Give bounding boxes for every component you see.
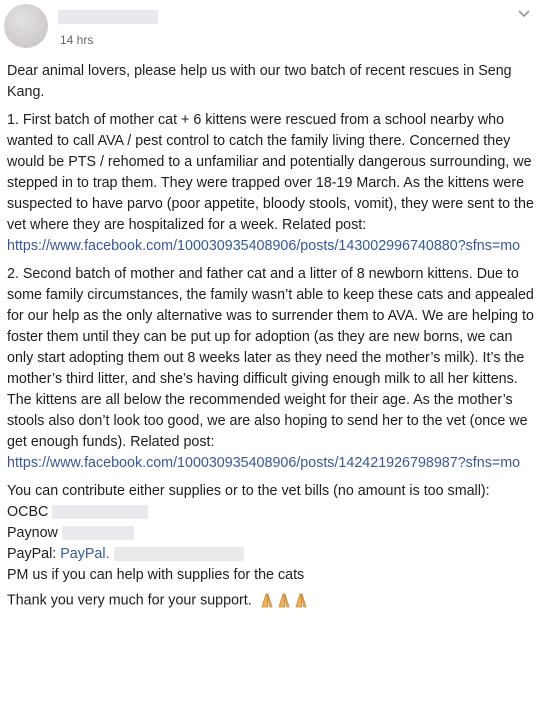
thanks-text: Thank you very much for your support.	[7, 592, 252, 609]
avatar[interactable]	[4, 4, 48, 48]
second-batch-paragraph	[7, 264, 535, 474]
first-batch-text: 1. First batch of mother cat + 6 kittens were rescued from a school nearby who wanted to call AVA / pest control to catch the family living there. Concerned they would be PTS / rehomed to a unfamiliar and potentially dangerous surrounding, we stepped in to trap them. They were trapped over 18-19 March. As the kittens were suspected to have parvo (poor appetite, bloody stools, vomit), they were sent to the vet where they are hospitalized for a week. Related post:	[7, 112, 534, 233]
post-body	[7, 61, 535, 618]
chevron-down-icon[interactable]	[516, 6, 532, 22]
author-name-redacted[interactable]	[58, 10, 158, 24]
pm-text: PM us if you can help with supplies for the cats	[7, 567, 305, 583]
donation-paragraph	[7, 481, 535, 586]
paypal-handle-redacted	[114, 547, 244, 561]
paypal-line	[7, 544, 535, 565]
ocbc-line	[7, 502, 535, 523]
contribute-text: You can contribute either supplies or to the vet bills (no amount is too small):	[7, 483, 490, 499]
folded-hands-icon	[258, 590, 310, 611]
paynow-number-redacted	[62, 526, 134, 540]
first-batch-paragraph	[7, 110, 535, 257]
ocbc-account-redacted	[52, 505, 148, 519]
first-batch-link[interactable]: https://www.facebook.com/100030935408906/posts/143002996740880?sfns=mo	[7, 238, 521, 254]
paypal-label: PayPal:	[7, 546, 57, 562]
thanks-paragraph	[7, 590, 535, 611]
post-header	[0, 0, 542, 56]
paynow-line	[7, 523, 535, 544]
paynow-label: Paynow	[7, 525, 58, 541]
second-batch-link[interactable]: https://www.facebook.com/100030935408906/posts/142421926798987?sfns=mo	[7, 455, 521, 471]
ocbc-label: OCBC	[7, 504, 49, 520]
post-timestamp[interactable]: 14 hrs	[60, 33, 94, 47]
intro-paragraph: Dear animal lovers, please help us with our two batch of recent rescues in Seng Kang.	[7, 63, 512, 100]
second-batch-text: 2. Second batch of mother and father cat and a litter of 8 newborn kittens. Due to some family circumstances, the family wasn’t able to keep these cats and appealed for our help as the only alternative was to surrender them to AVA. We are helping to foster them until they can be put up for adoption (as they are new borns, we can only start adopting them out 8 weeks later as they need the mother’s milk). It’s the mother’s third litter, and she’s having difficult giving enough milk to all her kittens. The kittens are all below the recommended weight for their age. As the mother’s stools also don’t look too good, we are also hoping to send her to the vet (once we get enough funds). Related post:	[7, 266, 534, 450]
paypal-link[interactable]: PayPal.	[60, 546, 110, 562]
